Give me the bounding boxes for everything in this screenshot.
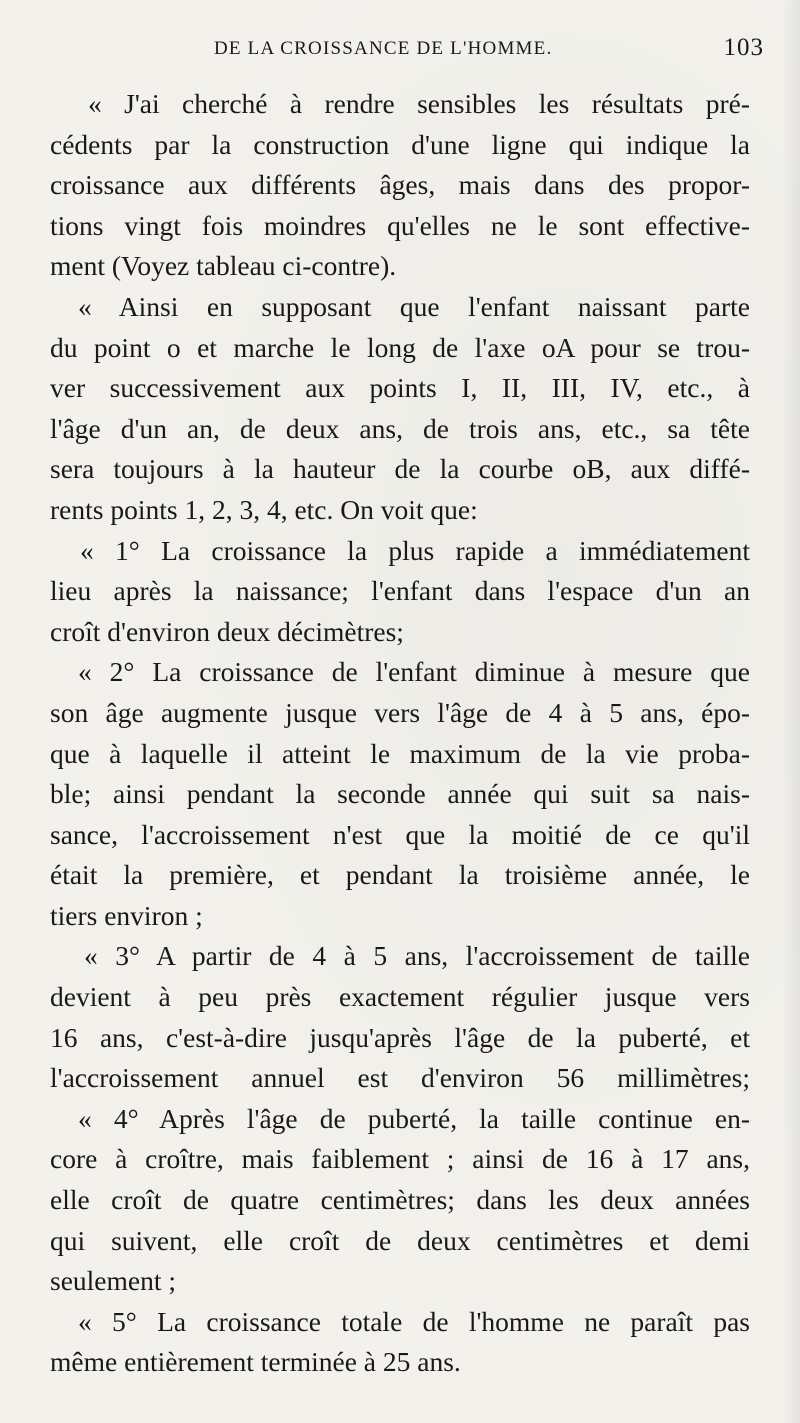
text-line: était la première, et pendant la troisième année, le bbox=[50, 859, 750, 891]
text-line: ble; ainsi pendant la seconde année qui suit sa nais- bbox=[50, 778, 750, 810]
page-edge-shadow bbox=[782, 0, 800, 1423]
text-line: cédents par la construction d'une ligne qui indique la bbox=[50, 128, 750, 160]
text-line: « 5° La croissance totale de l'homme ne paraît pas bbox=[78, 1305, 750, 1337]
text-line: l'âge d'un an, de deux ans, de trois ans, etc., sa tête bbox=[50, 412, 750, 444]
text-line: elle croît de quatre centimètres; dans les deux années bbox=[50, 1184, 750, 1216]
text-line: « 3° A partir de 4 à 5 ans, l'accroissement de taille bbox=[84, 940, 750, 972]
text-line: son âge augmente jusque vers l'âge de 4 à 5 ans, épo- bbox=[50, 696, 750, 728]
text-line: du point o et marche le long de l'axe oA pour se trou- bbox=[50, 331, 750, 363]
text-line: croissance aux différents âges, mais dans des propor- bbox=[50, 169, 750, 201]
text-line: tiers environ ; bbox=[50, 899, 203, 931]
text-line: lieu après la naissance; l'enfant dans l'espace d'un an bbox=[50, 575, 750, 607]
text-line: que à laquelle il atteint le maximum de la vie proba- bbox=[50, 737, 750, 769]
text-line: tions vingt fois moindres qu'elles ne le sont effective- bbox=[50, 209, 750, 241]
body-text bbox=[50, 84, 750, 1383]
text-line: « Ainsi en supposant que l'enfant naissant parte bbox=[78, 290, 750, 322]
text-line: rents points 1, 2, 3, 4, etc. On voit que: bbox=[50, 493, 478, 525]
text-line: « 2° La croissance de l'enfant diminue à mesure que bbox=[78, 656, 750, 688]
text-line: sera toujours à la hauteur de la courbe oB, aux diffé- bbox=[50, 453, 750, 485]
text-line: « J'ai cherché à rendre sensibles les résultats pré- bbox=[88, 88, 750, 119]
text-line: l'accroissement annuel est d'environ 56 millimètres; bbox=[50, 1062, 750, 1094]
text-line: croît d'environ deux décimètres; bbox=[50, 615, 404, 647]
text-line: ver successivement aux points I, II, III, IV, etc., à bbox=[50, 372, 750, 404]
text-line: 16 ans, c'est-à-dire jusqu'après l'âge de la puberté, et bbox=[50, 1021, 750, 1053]
text-line: ment (Voyez tableau ci-contre). bbox=[50, 250, 397, 282]
text-line: « 1° La croissance la plus rapide a immédiatement bbox=[80, 534, 750, 566]
running-title: DE LA CROISSANCE DE L'HOMME. bbox=[214, 38, 553, 59]
page-number: 103 bbox=[723, 34, 764, 61]
text-line: « 4° Après l'âge de puberté, la taille continue en- bbox=[78, 1102, 750, 1134]
text-line: qui suivent, elle croît de deux centimètres et demi bbox=[50, 1224, 750, 1256]
text-line: sance, l'accroissement n'est que la moitié de ce qu'il bbox=[50, 818, 750, 850]
text-line: seulement ; bbox=[50, 1265, 177, 1297]
text-line: même entièrement terminée à 25 ans. bbox=[50, 1346, 461, 1378]
text-line: core à croître, mais faiblement ; ainsi de 16 à 17 ans, bbox=[50, 1143, 750, 1175]
text-line: devient à peu près exactement régulier jusque vers bbox=[50, 981, 750, 1013]
